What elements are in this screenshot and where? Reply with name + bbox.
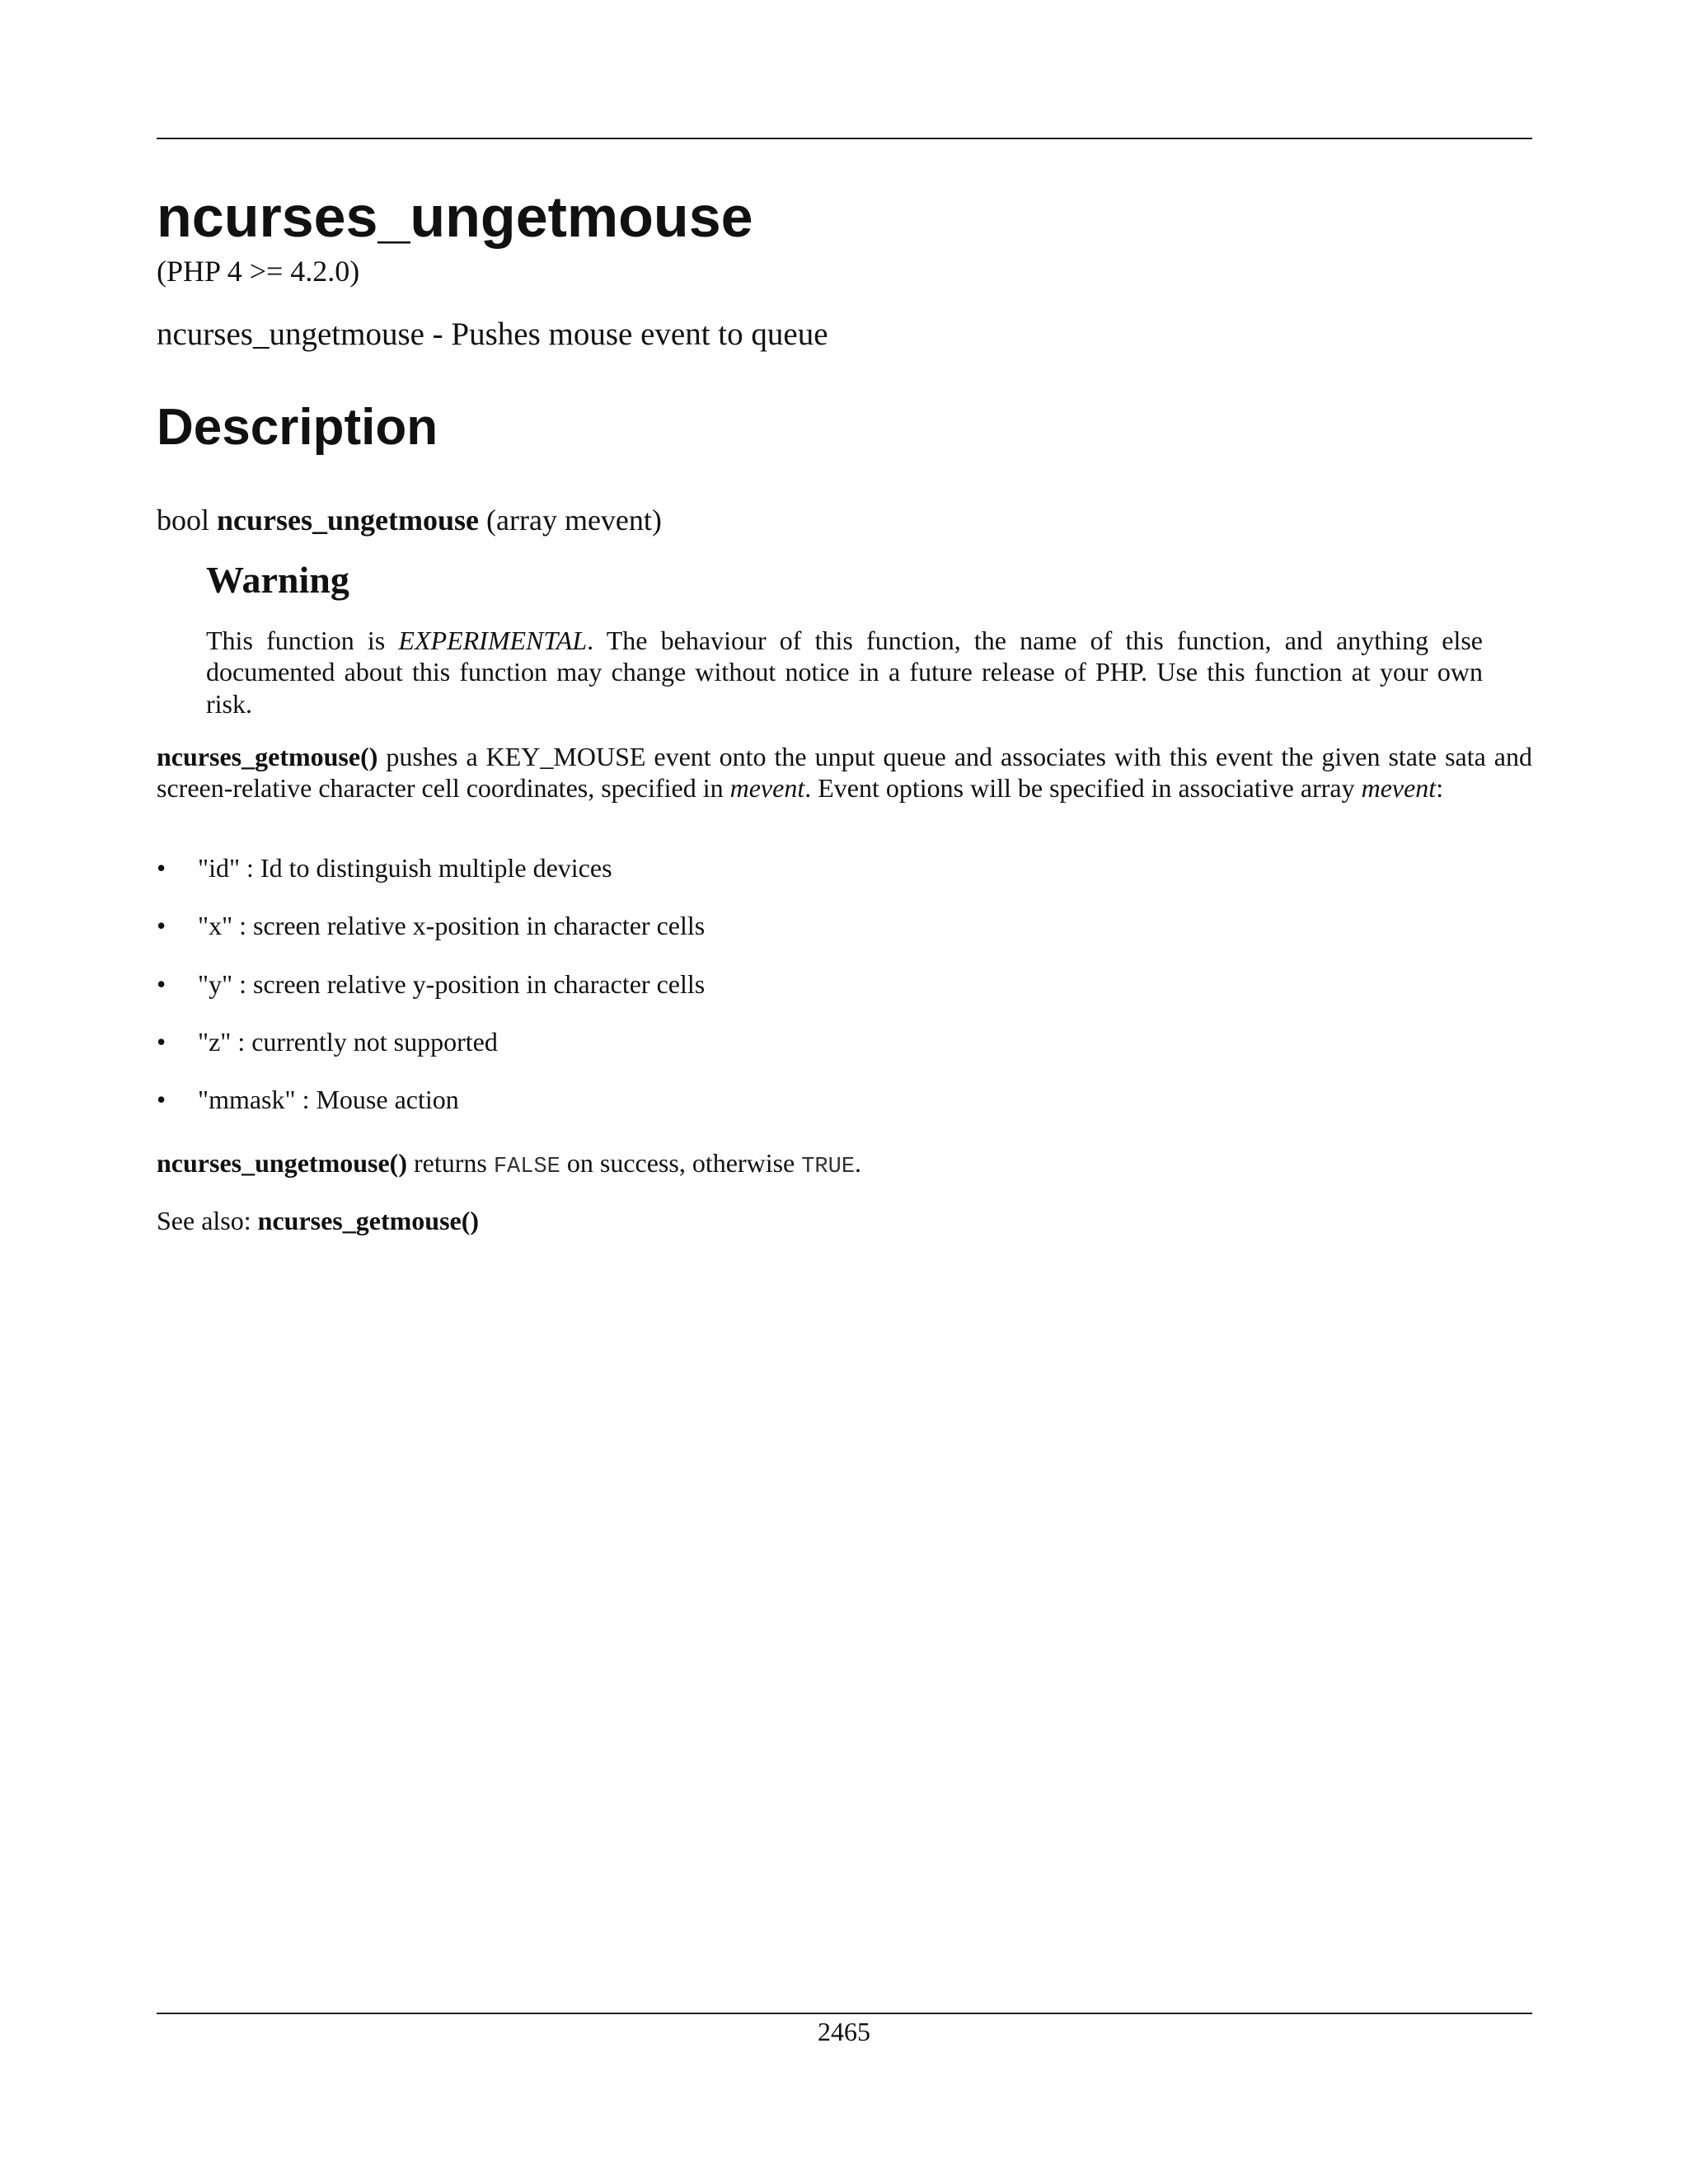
page-number: 2465	[818, 2017, 870, 2046]
returns-text-1: returns	[406, 1147, 494, 1178]
version-info: (PHP 4 >= 4.2.0)	[157, 255, 360, 288]
true-constant: TRUE	[801, 1154, 856, 1179]
signature-function-name: ncurses_ungetmouse	[217, 503, 480, 537]
list-item-text: "mmask" : Mouse action	[198, 1085, 459, 1115]
returns-text-2: on success, otherwise	[560, 1147, 802, 1178]
returns-text-3: .	[855, 1147, 862, 1178]
footer-rule	[157, 2013, 1532, 2014]
warning-text	[206, 625, 1483, 719]
list-item-text: "z" : currently not supported	[198, 1026, 498, 1057]
see-also-paragraph	[157, 1205, 1532, 1236]
warning-text-after: . The behaviour of this function, the name of this function, and anything else documented about this function may change without notice in a future release of PHP. Use this function at your own risk.	[206, 625, 1484, 719]
bullet-icon: •	[157, 1085, 166, 1115]
description-text-3: :	[1436, 773, 1444, 804]
warning-box	[206, 560, 1483, 719]
list-item-text: "x" : screen relative x-position in character cells	[198, 911, 706, 941]
see-also-label: See also:	[157, 1206, 258, 1236]
page-content	[157, 185, 1532, 1236]
function-reference: ncurses_ungetmouse()	[157, 1147, 407, 1178]
event-options-list	[157, 852, 1532, 1116]
function-purpose: ncurses_ungetmouse - Pushes mouse event to queue	[157, 316, 828, 353]
header-rule	[157, 138, 1532, 139]
signature-params: (array mevent)	[486, 503, 662, 537]
list-item	[157, 1026, 1532, 1057]
bullet-icon: •	[157, 911, 166, 941]
warning-emphasis: EXPERIMENTAL	[398, 625, 588, 655]
list-item	[157, 852, 1532, 883]
bullet-icon: •	[157, 852, 166, 883]
false-constant: FALSE	[493, 1154, 560, 1179]
page-title: ncurses_ungetmouse	[157, 185, 753, 249]
warning-title: Warning	[206, 559, 349, 602]
list-item-text: "y" : screen relative y-position in character cells	[198, 968, 706, 999]
parameter-reference: mevent	[1361, 773, 1437, 804]
return-value-paragraph	[157, 1147, 1532, 1180]
list-item	[157, 910, 1532, 941]
bullet-icon: •	[157, 968, 166, 999]
bullet-icon: •	[157, 1026, 166, 1057]
parameter-reference: mevent	[729, 773, 805, 804]
function-reference: ncurses_getmouse()	[157, 741, 378, 771]
list-item	[157, 1084, 1532, 1115]
description-heading: Description	[157, 398, 438, 456]
function-signature	[157, 503, 1532, 538]
warning-text-before: This function is	[206, 625, 399, 655]
list-item	[157, 968, 1532, 1000]
description-text-2: . Event options will be specified in associative array	[804, 773, 1362, 804]
description-paragraph	[157, 741, 1532, 804]
description-text-1: pushes a KEY_MOUSE event onto the unput queue and associates with this event the given state sata and screen-relative character cell coordinates, specified in	[157, 741, 1532, 804]
list-item-text: "id" : Id to distinguish multiple devices	[198, 852, 612, 883]
see-also-link[interactable]: ncurses_getmouse()	[257, 1206, 480, 1236]
signature-return-type: bool	[157, 503, 210, 537]
